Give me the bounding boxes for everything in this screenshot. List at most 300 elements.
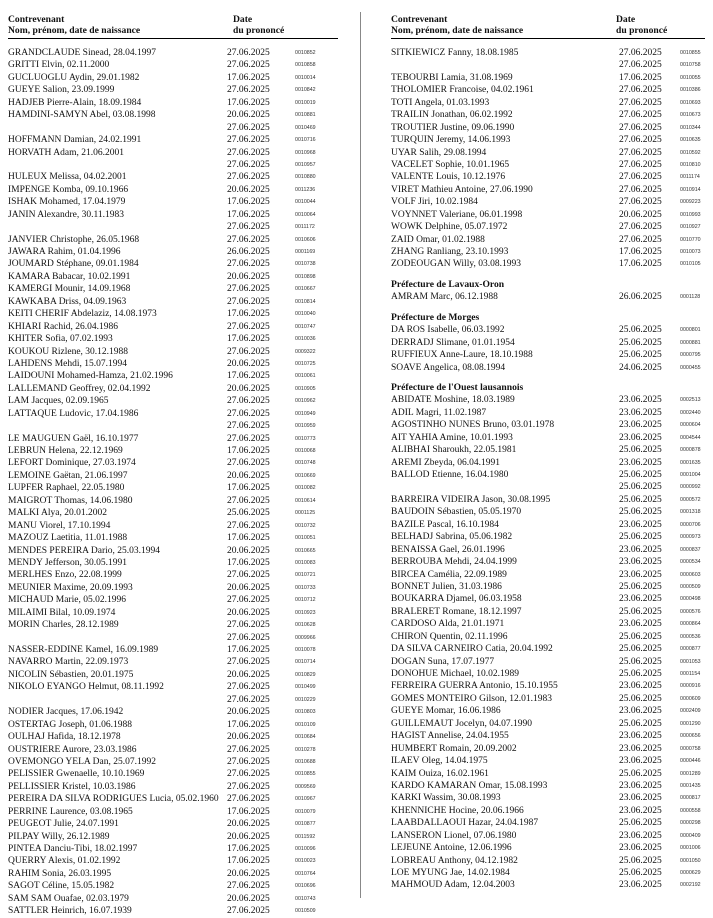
list-item xyxy=(391,171,705,183)
pronouncement-date: 27.06.2025 xyxy=(227,769,270,780)
reference-code: 0000881 xyxy=(680,339,701,346)
pronouncement-date: 20.06.2025 xyxy=(227,383,270,394)
reference-code: 0010959 xyxy=(295,423,316,430)
list-item xyxy=(8,594,338,606)
header-du-prononce: du prononcé xyxy=(233,25,285,36)
reference-code: 0010096 xyxy=(295,846,316,852)
pronouncement-date: 23.06.2025 xyxy=(619,519,662,530)
list-item xyxy=(391,481,705,493)
list-item xyxy=(8,545,338,557)
reference-code: 0001635 xyxy=(680,459,701,466)
offender-name: VACELET Sophie, 10.01.1965 xyxy=(391,159,510,170)
pronouncement-date: 23.06.2025 xyxy=(619,843,662,854)
reference-code: 0010083 xyxy=(295,559,316,566)
reference-code: 0010614 xyxy=(295,497,316,504)
pronouncement-date: 17.06.2025 xyxy=(227,806,270,817)
offender-name: ISHAK Mohamed, 17.04.1979 xyxy=(8,197,126,208)
reference-code: 0010628 xyxy=(295,622,316,629)
reference-code: 0001289 xyxy=(680,770,701,777)
offender-name: MENDES PEREIRA Dario, 25.03.1994 xyxy=(8,545,160,556)
pronouncement-date: 23.06.2025 xyxy=(619,569,662,580)
list-item xyxy=(8,694,338,706)
pronouncement-date: 27.06.2025 xyxy=(227,48,270,58)
pronouncement-date: 25.06.2025 xyxy=(619,669,662,679)
pronouncement-date: 25.06.2025 xyxy=(619,868,662,878)
offender-name: PELLISSIER Kristel, 10.03.1986 xyxy=(8,781,136,792)
offender-name: LEBRUN Helena, 22.12.1969 xyxy=(8,446,123,456)
offender-name: TOTI Angela, 01.03.1993 xyxy=(391,97,490,108)
offender-name: LEFORT Dominique, 27.03.1974 xyxy=(8,458,136,469)
pronouncement-date: 27.06.2025 xyxy=(227,794,270,805)
pronouncement-date: 27.06.2025 xyxy=(227,682,270,693)
reference-code: 0010684 xyxy=(295,734,316,741)
pronouncement-date: 17.06.2025 xyxy=(619,259,662,270)
reference-code: 0010927 xyxy=(680,224,701,231)
pronouncement-date: 27.06.2025 xyxy=(227,122,270,133)
reference-code: 0000536 xyxy=(680,633,701,640)
section-heading xyxy=(391,382,705,394)
reference-code: 0010880 xyxy=(295,174,316,181)
list-item xyxy=(8,159,338,171)
list-item xyxy=(391,768,705,780)
list-item xyxy=(391,337,705,349)
list-item xyxy=(8,84,338,96)
reference-code: 0010688 xyxy=(295,758,316,765)
pronouncement-date: 27.06.2025 xyxy=(227,520,270,531)
pronouncement-date: 20.06.2025 xyxy=(227,545,270,556)
offender-name: NIKOLO EYANGO Helmut, 08.11.1992 xyxy=(8,682,164,693)
list-item xyxy=(8,669,338,681)
reference-code: 0010068 xyxy=(295,448,316,454)
offender-name: LAM Jacques, 02.09.1965 xyxy=(8,396,109,407)
offender-name: BONNET Julien, 31.03.1986 xyxy=(391,581,502,592)
list-item xyxy=(391,780,705,792)
reference-code: 0010278 xyxy=(295,746,316,753)
pronouncement-date: 27.06.2025 xyxy=(619,48,662,58)
offender-name: ZODEOUGAN Willy, 03.08.1993 xyxy=(391,259,521,270)
offender-name: UYAR Salih, 29.08.1994 xyxy=(391,147,487,158)
pronouncement-date: 17.06.2025 xyxy=(227,72,270,83)
list-item xyxy=(8,507,338,519)
offender-name: ZAID Omar, 01.02.1988 xyxy=(391,234,485,245)
list-item xyxy=(8,632,338,644)
pronouncement-date: 20.06.2025 xyxy=(227,831,270,842)
list-item xyxy=(391,792,705,804)
reference-code: 0010712 xyxy=(295,597,316,604)
list-item xyxy=(391,432,705,444)
reference-code: 0010858 xyxy=(295,62,316,69)
offender-name: KHITER Sofia, 07.02.1993 xyxy=(8,334,113,345)
pronouncement-date: 25.06.2025 xyxy=(619,606,662,617)
offender-name: GRITTI Elvin, 02.11.2000 xyxy=(8,60,110,71)
reference-code: 0010967 xyxy=(295,796,316,803)
offender-name: MEUNIER Maxime, 20.09.1993 xyxy=(8,582,133,593)
offender-name: PEUGEOT Julie, 24.07.1991 xyxy=(8,819,119,830)
reference-code: 0000509 xyxy=(680,583,701,590)
reference-code: 0010606 xyxy=(295,236,316,243)
reference-code: 0010716 xyxy=(295,137,316,144)
list-item xyxy=(8,321,338,333)
list-item xyxy=(8,831,338,843)
pronouncement-date: 25.06.2025 xyxy=(619,855,662,866)
list-item xyxy=(391,444,705,456)
list-item xyxy=(8,706,338,718)
spacer xyxy=(8,39,338,47)
offender-name: DONOHUE Michael, 10.02.1989 xyxy=(391,669,519,679)
list-item xyxy=(391,805,705,817)
reference-code: 0010993 xyxy=(680,211,701,218)
spacer xyxy=(391,374,705,382)
offender-name: JANIN Alexandre, 30.11.1983 xyxy=(8,209,125,220)
list-item xyxy=(391,830,705,842)
reference-code: 0011174 xyxy=(680,174,700,181)
reference-code: 0000609 xyxy=(680,695,701,702)
list-item xyxy=(391,97,705,109)
list-item xyxy=(8,744,338,756)
header-contrevenant: Contrevenant xyxy=(391,14,448,25)
reference-code: 0001053 xyxy=(680,658,701,665)
reference-code: 0000864 xyxy=(680,621,701,628)
pronouncement-date: 27.06.2025 xyxy=(227,657,270,668)
pronouncement-date: 27.06.2025 xyxy=(227,135,270,146)
pronouncement-date: 25.06.2025 xyxy=(619,532,662,543)
pronouncement-date: 17.06.2025 xyxy=(227,446,270,456)
list-item xyxy=(391,544,705,556)
list-item xyxy=(391,867,705,879)
reference-code: 0010499 xyxy=(295,684,316,691)
offender-name: ADIL Magri, 11.02.1987 xyxy=(391,407,487,418)
list-item xyxy=(8,520,338,532)
offender-name: KHIARI Rachid, 26.04.1986 xyxy=(8,321,119,332)
pronouncement-date: 27.06.2025 xyxy=(227,881,270,892)
list-item xyxy=(8,893,338,905)
pronouncement-date: 20.06.2025 xyxy=(227,732,270,743)
offender-name: GUILLEMAUT Jocelyn, 04.07.1990 xyxy=(391,718,532,729)
list-item xyxy=(8,346,338,358)
offender-name: CHIRON Quentin, 02.11.1996 xyxy=(391,631,508,642)
section-title: Préfecture de Lavaux-Oron xyxy=(391,278,505,290)
list-item xyxy=(391,258,705,270)
offender-name: SITKIEWICZ Fanny, 18.08.1985 xyxy=(391,48,519,58)
pronouncement-date: 20.06.2025 xyxy=(227,110,270,121)
list-item xyxy=(8,433,338,445)
pronouncement-date: 23.06.2025 xyxy=(619,706,662,717)
reference-code: 0000604 xyxy=(680,422,701,429)
pronouncement-date: 17.06.2025 xyxy=(227,309,270,320)
list-item xyxy=(8,283,338,295)
offender-name: LOBREAU Anthony, 04.12.1982 xyxy=(391,855,518,866)
reference-code: 0010923 xyxy=(295,609,316,616)
pronouncement-date: 25.06.2025 xyxy=(619,581,662,592)
reference-code: 0011592 xyxy=(295,833,316,840)
pronouncement-date: 25.06.2025 xyxy=(619,445,662,456)
list-item xyxy=(391,469,705,481)
pronouncement-date: 23.06.2025 xyxy=(619,594,662,605)
pronouncement-date: 27.06.2025 xyxy=(227,781,270,792)
list-item xyxy=(391,494,705,506)
offender-name: LANSERON Lionel, 07.06.1980 xyxy=(391,830,517,841)
list-item xyxy=(391,842,705,854)
header-date: Date xyxy=(616,14,636,25)
list-item xyxy=(8,806,338,818)
offender-name: MANU Viorel, 17.10.1994 xyxy=(8,520,111,531)
list-item xyxy=(8,147,338,159)
list-item xyxy=(391,122,705,134)
offender-name: LEJEUNE Antoine, 12.06.1996 xyxy=(391,843,512,854)
list-item xyxy=(391,643,705,655)
offender-name: GUCLUOGLU Aydin, 29.01.1982 xyxy=(8,72,140,83)
offender-name: VOLF Jiri, 10.02.1984 xyxy=(391,197,478,208)
list-item xyxy=(8,184,338,196)
offender-name: DA ROS Isabelle, 06.03.1992 xyxy=(391,325,505,336)
pronouncement-date: 17.06.2025 xyxy=(227,533,270,544)
offender-name: DA SILVA CARNEIRO Catia, 20.04.1992 xyxy=(391,644,553,655)
list-item xyxy=(8,793,338,805)
offender-name: ALIBHAI Sharoukh, 22.05.1981 xyxy=(391,445,517,456)
reference-code: 0010957 xyxy=(295,161,316,168)
reference-code: 0010229 xyxy=(295,696,316,703)
pronouncement-date: 27.06.2025 xyxy=(227,421,270,432)
offender-name: KAIM Ouiza, 16.02.1961 xyxy=(391,768,489,779)
pronouncement-date: 27.06.2025 xyxy=(227,433,270,444)
left-rows xyxy=(8,39,338,918)
list-item xyxy=(391,631,705,643)
reference-code: 0000801 xyxy=(680,327,701,334)
right-column xyxy=(391,14,705,892)
offender-name: BOUKARRA Djamel, 06.03.1958 xyxy=(391,594,522,605)
offender-name: MAIGROT Thomas, 14.06.1980 xyxy=(8,495,133,506)
pronouncement-date: 27.06.2025 xyxy=(619,60,662,71)
list-item xyxy=(8,209,338,221)
right-rows xyxy=(391,39,705,892)
right-header xyxy=(391,14,705,39)
list-item xyxy=(8,296,338,308)
pronouncement-date: 20.06.2025 xyxy=(227,358,270,369)
offender-name: SAGOT Céline, 15.05.1982 xyxy=(8,881,115,892)
list-item xyxy=(8,122,338,134)
list-item xyxy=(391,680,705,692)
offender-name: MILAIMI Bilal, 10.09.1974 xyxy=(8,607,116,618)
list-item xyxy=(8,470,338,482)
reference-code: 0001290 xyxy=(680,720,701,727)
list-item xyxy=(8,644,338,656)
pronouncement-date: 27.06.2025 xyxy=(619,222,662,233)
list-item xyxy=(391,556,705,568)
offender-name: RAHIM Sonia, 26.03.1995 xyxy=(8,868,112,879)
reference-code: 0004544 xyxy=(680,434,701,441)
reference-code: 0010747 xyxy=(295,323,316,330)
header-contrevenant: Contrevenant xyxy=(8,14,65,25)
reference-code: 0000455 xyxy=(680,364,701,371)
list-item xyxy=(391,693,705,705)
reference-code: 0010669 xyxy=(295,472,316,479)
reference-code: 0010905 xyxy=(295,385,316,392)
list-item xyxy=(8,383,338,395)
pronouncement-date: 26.06.2025 xyxy=(619,292,662,303)
reference-code: 0010855 xyxy=(295,771,316,778)
offender-name: NASSER-EDDINE Kamel, 16.09.1989 xyxy=(8,645,159,655)
list-item xyxy=(391,879,705,891)
reference-code: 0010109 xyxy=(295,721,316,728)
reference-code: 0010635 xyxy=(680,137,701,144)
offender-name: ZHANG Ranliang, 23.10.1993 xyxy=(391,247,509,257)
list-item xyxy=(391,84,705,96)
list-item xyxy=(8,495,338,507)
list-item xyxy=(391,221,705,233)
reference-code: 0010078 xyxy=(295,647,316,653)
pronouncement-date: 27.06.2025 xyxy=(227,346,270,357)
reference-code: 0010019 xyxy=(295,99,316,106)
list-item xyxy=(8,768,338,780)
offender-name: BELHADJ Sabrina, 05.06.1982 xyxy=(391,532,513,543)
pronouncement-date: 17.06.2025 xyxy=(227,197,270,208)
pronouncement-date: 27.06.2025 xyxy=(619,159,662,170)
reference-code: 0010949 xyxy=(295,410,316,417)
reference-code: 0000409 xyxy=(680,832,701,839)
reference-code: 0002513 xyxy=(680,397,701,404)
list-item xyxy=(8,97,338,109)
list-item xyxy=(391,855,705,867)
list-item xyxy=(8,308,338,320)
reference-code: 0010073 xyxy=(680,249,701,255)
pronouncement-date: 27.06.2025 xyxy=(619,172,662,183)
spacer xyxy=(391,304,705,312)
offender-name: BIRCEA Camélia, 22.09.1989 xyxy=(391,569,507,580)
reference-code: 0000603 xyxy=(680,571,701,578)
pronouncement-date: 27.06.2025 xyxy=(619,110,662,121)
offender-name: HADJEB Pierre-Alain, 18.09.1984 xyxy=(8,97,142,108)
reference-code: 0010842 xyxy=(295,87,316,94)
pronouncement-date: 27.06.2025 xyxy=(227,147,270,158)
pronouncement-date: 27.06.2025 xyxy=(227,60,270,71)
left-header xyxy=(8,14,338,39)
offender-name: LE MAUGUEN Gaël, 16.10.1977 xyxy=(8,433,139,444)
pronouncement-date: 20.06.2025 xyxy=(227,582,270,593)
offender-name: FERREIRA GUERRA Antonio, 15.10.1955 xyxy=(391,681,558,692)
pronouncement-date: 17.06.2025 xyxy=(227,719,270,730)
list-item xyxy=(8,333,338,345)
header-name-dob: Nom, prénom, date de naissance xyxy=(8,25,141,36)
pronouncement-date: 27.06.2025 xyxy=(619,184,662,195)
pronouncement-date: 25.06.2025 xyxy=(619,818,662,829)
list-item xyxy=(8,656,338,668)
column-divider xyxy=(360,12,361,898)
offender-name: OUSTRIERE Aurore, 23.03.1986 xyxy=(8,744,137,755)
list-item xyxy=(391,606,705,618)
pronouncement-date: 17.06.2025 xyxy=(619,247,662,257)
pronouncement-date: 23.06.2025 xyxy=(619,420,662,431)
reference-code: 0001125 xyxy=(295,510,316,517)
offender-name: OVEMONGO YELA Dan, 25.07.1992 xyxy=(8,756,156,767)
reference-code: 0001169 xyxy=(295,249,316,255)
pronouncement-date: 27.06.2025 xyxy=(227,159,270,170)
reference-code: 0010696 xyxy=(295,883,316,890)
list-item xyxy=(8,731,338,743)
offender-name: LOE MYUNG Jae, 14.02.1984 xyxy=(391,868,510,878)
reference-code: 0001004 xyxy=(680,472,701,478)
pronouncement-date: 27.06.2025 xyxy=(227,259,270,270)
offender-name: VALENTE Louis, 10.12.1976 xyxy=(391,172,506,183)
pronouncement-date: 25.06.2025 xyxy=(619,768,662,779)
offender-name: PEREIRA DA SILVA RODRIGUES Lucia, 05.02.1960 xyxy=(8,794,219,805)
pronouncement-date: 20.06.2025 xyxy=(227,868,270,879)
offender-name: RUFFIEUX Anne-Laure, 18.10.1988 xyxy=(391,350,533,361)
reference-code: 0001006 xyxy=(680,845,701,852)
list-item xyxy=(8,482,338,494)
list-item xyxy=(8,457,338,469)
offender-name: MENDY Jefferson, 30.05.1991 xyxy=(8,557,128,568)
offender-name: NAVARRO Martin, 22.09.1973 xyxy=(8,657,129,668)
list-item xyxy=(391,134,705,146)
list-item xyxy=(8,868,338,880)
list-item xyxy=(8,607,338,619)
list-item xyxy=(8,395,338,407)
pronouncement-date: 27.06.2025 xyxy=(619,122,662,133)
list-item xyxy=(8,59,338,71)
reference-code: 0010040 xyxy=(295,311,316,318)
list-item xyxy=(8,408,338,420)
pronouncement-date: 20.06.2025 xyxy=(227,893,270,904)
offender-name: BERROUBA Mehdi, 24.04.1999 xyxy=(391,557,517,568)
list-item xyxy=(8,221,338,233)
list-item xyxy=(391,506,705,518)
list-item xyxy=(391,291,705,303)
offender-name: MICHAUD Marie, 05.02.1996 xyxy=(8,595,126,606)
offender-name: GUEYE Salion, 23.09.1999 xyxy=(8,85,115,96)
reference-code: 0010055 xyxy=(680,74,701,81)
pronouncement-date: 23.06.2025 xyxy=(619,557,662,568)
offender-name: IMPENGE Komba, 09.10.1966 xyxy=(8,184,129,195)
list-item xyxy=(8,619,338,631)
reference-code: 0010064 xyxy=(295,211,316,218)
header-date: Date xyxy=(233,14,253,25)
pronouncement-date: 24.06.2025 xyxy=(619,362,662,373)
reference-code: 0000446 xyxy=(680,758,701,765)
list-item xyxy=(391,109,705,121)
reference-code: 0000817 xyxy=(680,795,701,802)
reference-code: 0010036 xyxy=(295,336,316,343)
offender-name: GUEYE Momar, 16.06.1986 xyxy=(391,706,501,717)
offender-name: VIRET Mathieu Antoine, 27.06.1990 xyxy=(391,184,533,195)
pronouncement-date: 17.06.2025 xyxy=(227,334,270,345)
pronouncement-date: 27.06.2025 xyxy=(227,172,270,183)
reference-code: 0000973 xyxy=(680,534,701,541)
pronouncement-date: 23.06.2025 xyxy=(619,830,662,841)
reference-code: 0002192 xyxy=(680,882,701,889)
offender-name: TROUTIER Justine, 09.06.1990 xyxy=(391,122,515,133)
offender-name: BALLOD Etienne, 16.04.1980 xyxy=(391,470,509,480)
reference-code: 0011172 xyxy=(295,224,315,231)
reference-code: 0010714 xyxy=(295,659,316,666)
reference-code: 0010764 xyxy=(295,870,316,877)
list-item xyxy=(391,519,705,531)
list-item xyxy=(8,843,338,855)
pronouncement-date: 17.06.2025 xyxy=(227,856,270,867)
offender-name: DERRADJ Slimane, 01.01.1954 xyxy=(391,337,515,348)
reference-code: 0002440 xyxy=(680,409,701,416)
list-item xyxy=(391,246,705,258)
pronouncement-date: 20.06.2025 xyxy=(227,470,270,481)
pronouncement-date: 27.06.2025 xyxy=(227,756,270,767)
reference-code: 0009569 xyxy=(295,783,316,790)
reference-code: 0010881 xyxy=(295,112,316,119)
list-item xyxy=(391,419,705,431)
pronouncement-date: 27.06.2025 xyxy=(619,197,662,208)
pronouncement-date: 27.06.2025 xyxy=(619,97,662,108)
offender-name: KEITI CHERIF Abdelaziz, 14.08.1973 xyxy=(8,309,157,320)
pronouncement-date: 26.06.2025 xyxy=(227,247,270,257)
pronouncement-date: 27.06.2025 xyxy=(619,85,662,96)
